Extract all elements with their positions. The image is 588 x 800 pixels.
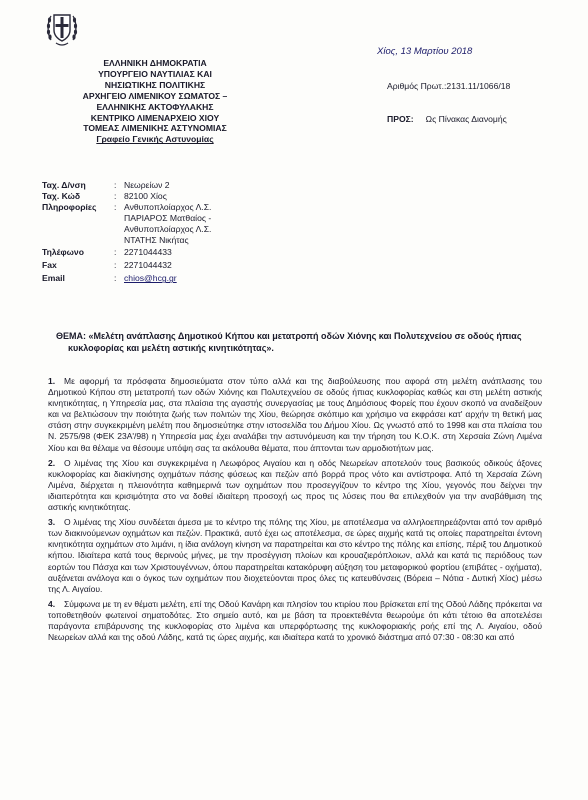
place-date: Χίος, 13 Μαρτίου 2018	[377, 46, 473, 57]
recipient-label: ΠΡΟΣ:	[387, 114, 414, 124]
paragraph-number: 1.	[48, 376, 56, 386]
header-line: ΕΛΛΗΝΙΚΗΣ ΑΚΤΟΦΥΛΑΚΗΣ	[96, 101, 214, 112]
issuer-header	[40, 58, 270, 145]
info-line: ΝΤΑΤΗΣ Νικήτας	[124, 234, 189, 245]
paragraph	[48, 517, 542, 595]
paragraph-text: Σύμφωνα με τη εν θέματι μελέτη, επί της Οδού Κανάρη και πλησίον του κτιρίου που βρίσκεται επί της Οδού Λάδης πρόκειται να τοποθετηθούν φωτεινοί σηματοδότες. Στο σημείο αυτό, και με βάση τα προεκτεθέντα θεωρούμε ότι κάτι τέτοιο θα αποτελέσει παράγοντα επιβάρυνσης της κυκλοφορίας στο λιμένα και υπερφόρτωσης της κυκλοφοριακής ροής επί της Λ. Αιγαίου, οδού Νεωρείων αλλά και της οδού Λάδης, κατά τις ώρες αιχμής, και ιδιαίτερα κατά το χρονικό διάστημα από 07:30 - 08:30 και από	[48, 598, 542, 643]
colon: :	[114, 201, 117, 212]
info-line: ΠΑΡΙΑΡΟΣ Ματθαίος -	[124, 212, 212, 223]
contact-block	[42, 180, 211, 284]
header-line: ΚΕΝΤΡΙΚΟ ΛΙΜΕΝΑΡΧΕΙΟ ΧΙΟΥ	[90, 112, 220, 123]
header-line: ΥΠΟΥΡΓΕΙΟ ΝΑΥΤΙΛΙΑΣ ΚΑΙ	[98, 68, 212, 79]
colon: :	[114, 180, 117, 190]
info-line: Ανθυποπλοίαρχος Λ.Σ.	[124, 223, 212, 234]
postcode-value: 82100 Χίος	[124, 190, 167, 201]
fax-value: 2271044432	[124, 260, 172, 271]
email-label: Email	[42, 273, 65, 284]
colon: :	[114, 247, 117, 258]
info-line: Ανθυποπλοίαρχος Λ.Σ.	[124, 201, 212, 212]
address-value: Νεωρείων 2	[124, 180, 170, 190]
phone-value: 2271044433	[124, 247, 172, 258]
header-line: ΕΛΛΗΝΙΚΗ ΔΗΜΟΚΡΑΤΙΑ	[103, 58, 207, 68]
paragraph-number: 4.	[48, 598, 56, 609]
header-line: ΤΟΜΕΑΣ ΛΙΜΕΝΙΚΗΣ ΑΣΤΥΝΟΜΙΑΣ	[83, 123, 227, 134]
recipient	[387, 114, 507, 124]
paragraph	[48, 376, 542, 454]
colon: :	[114, 260, 117, 271]
paragraph	[48, 599, 542, 643]
colon: :	[114, 190, 117, 201]
email-link[interactable]: chios@hcg.gr	[124, 273, 177, 284]
info-label: Πληροφορίες	[42, 201, 97, 212]
phone-label: Τηλέφωνο	[42, 247, 84, 258]
colon: :	[114, 273, 117, 284]
coat-of-arms-icon	[45, 8, 79, 48]
paragraph-text: Ο λιμένας της Χίου συνδέεται άμεσα με το κέντρο της πόλης της Χίου, με αποτέλεσμα να αλληλοεπηρεάζονται από τον αριθμό των διακινούμενων οχημάτων και πεζών. Πρακτικά, αυτό έχει ως αποτέλεσμα, σε ώρες αιχμής κατά τις οποίες παρατηρείται έντονη κινητικότητα οχημάτων στο λιμάνι, η ίδια ανάλογη κίνηση να παρατηρείται και στο κέντρο της πόλης και επίσης, πέριξ του Δημοτικού κήπου. Ιδιαίτερα κατά τους θερινούς μήνες, με την προσέγγιση πλοίων και κρουαζιερόπλοιων, αλλά και κατά τις περιόδους των εορτών του Πάσχα και των Χριστουγέννων, όπου παρατηρείται κατακόρυφη αύξηση του μεταφορικού φορτίου (επιβάτες - οχήματα), αυξάνεται ανάλογα και ο όγκος των οχημάτων που διοχετεύονται προς όλες τις κατευθύνσεις (Βόρεια – Νότια - Δυτική Χίος) μέσω της Λ. Αιγαίου.	[48, 517, 542, 594]
fax-label: Fax	[42, 260, 57, 271]
header-line: ΑΡΧΗΓΕΙΟ ΛΙΜΕΝΙΚΟΥ ΣΩΜΑΤΟΣ –	[82, 90, 228, 101]
paragraph-text: Με αφορμή τα πρόσφατα δημοσιεύματα στον τύπο αλλά και της διαβούλευσης που αφορά στη μελέτη ανάπλασης του Δημοτικού Κήπου στη μετατροπή των οδών Χιόνης και Πολυτεχνείου σε οδούς ήπιας κυκλοφορίας καθώς και στη μελέτη αστικής κινητικότητας, η Υπηρεσία μας, στα πλαίσια της αγαστής συνεργασίας με τους Δημόσιους Φορείς που έχουν σκοπό να αναδείξουν και να βελτιώσουν την ποιότητα ζωής των πολιτών της Χίου, θεώρησε σκόπιμο και χρήσιμο να εκφράσει κατ' αρχήν τη θετική μας στάση στην συγκεκριμένη μελέτη που δημοσιεύτηκε στην ιστοσελίδα του Δήμου Χίου. Ως γνωστό από το 1998 και στα πλαίσια του Ν. 2575/98 (ΦΕΚ 23Α'/98) η Υπηρεσία μας έχει αναλάβει την αστυνόμευση και την τήρηση του Κ.Ο.Κ. στη Χερσαία Ζώνη Λιμένα Χίου και θα θέλαμε να θέσουμε υπόψη σας τα ακόλουθα θέματα, που άπτονται των αρμοδιοτήτων μας.	[48, 376, 542, 453]
recipient-value: Ως Πίνακας Διανομής	[425, 114, 507, 124]
paragraph-number: 3.	[48, 517, 56, 528]
postcode-label: Ταχ. Κώδ	[42, 190, 81, 201]
letter-body	[48, 376, 542, 647]
paragraph	[48, 458, 542, 513]
subject-line: ΘΕΜΑ: «Μελέτη ανάπλασης Δημοτικού Κήπου και μετατροπή οδών Χιόνης και Πολυτεχνείου σε οδούς ήπιας κυκλοφορίας και μελέτη αστικής κινητικότητας».	[56, 331, 522, 353]
address-label: Ταχ. Δ/νση	[42, 180, 86, 190]
header-line: ΝΗΣΙΩΤΙΚΗΣ ΠΟΛΙΤΙΚΗΣ	[104, 79, 206, 90]
paragraph-text: Ο λιμένας της Χίου και συγκεκριμένα η Λεωφόρος Αιγαίου και η οδός Νεωρείων αποτελούν τους βασικούς οδικούς άξονες κυκλοφορίας και διακίνησης οχημάτων πάσης φύσεως και πεζών από βορρά προς νότο και αντίστροφα. Από τη Χερσαία Ζώνη Λιμένα, διέρχεται η πλειονότητα καθημερινά των οχημάτων που προσεγγίζουν το κέντρο της Χίου, γεγονός που δείχνει την ιδιαιτερότητα και κρισιμότητα στο να δοθεί ιδιαίτερη προσοχή ως προς τις λύσεις που θα επιλεχθούν για την αναβάθμιση της αστικής κινητικότητας.	[48, 457, 542, 513]
office-name: Γραφείο Γενικής Αστυνομίας	[96, 134, 214, 145]
paragraph-number: 2.	[48, 457, 56, 468]
protocol-number: Αριθμός Πρωτ.:2131.11/1066/18	[387, 81, 511, 91]
